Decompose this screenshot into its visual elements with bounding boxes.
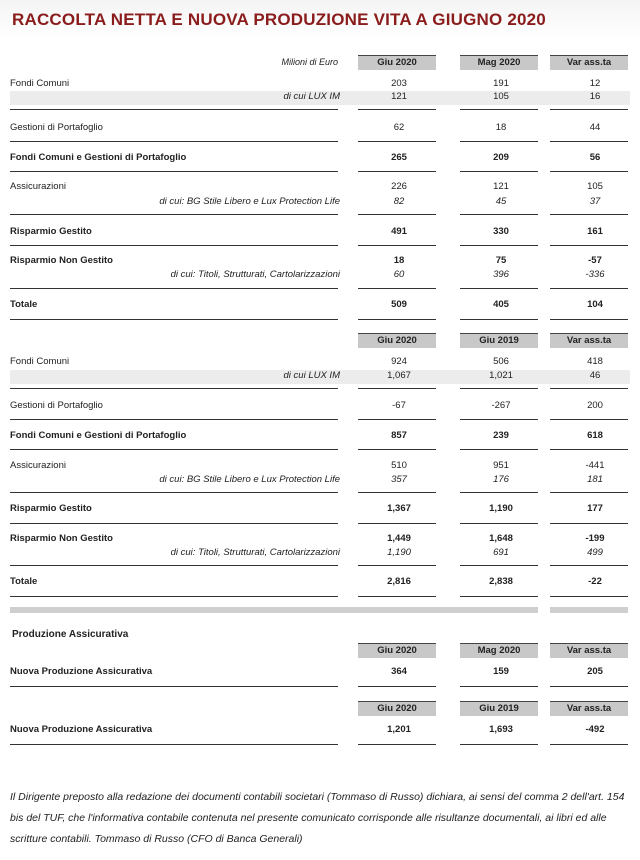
- table-row: [10, 78, 630, 92]
- col-header-3: Var ass.ta: [550, 643, 628, 658]
- row-divider: [358, 319, 436, 320]
- table-row: [10, 356, 630, 370]
- cell: 16: [589, 91, 601, 102]
- cell: 44: [589, 122, 601, 133]
- cell: 226: [391, 181, 407, 192]
- table-row: [10, 91, 630, 105]
- row-divider: [460, 492, 538, 493]
- cell: 1,367: [387, 503, 411, 514]
- row-divider: [460, 565, 538, 566]
- cell: 200: [587, 400, 603, 411]
- table-row: [10, 196, 630, 210]
- cell: 60: [393, 269, 405, 280]
- row-divider: [460, 744, 538, 745]
- cell: 105: [587, 181, 603, 192]
- cell: 951: [493, 460, 509, 471]
- cell: 405: [493, 299, 509, 310]
- row-divider: [550, 492, 628, 493]
- table-row: [10, 533, 630, 547]
- row-label: di cui LUX IM: [283, 91, 340, 102]
- cell: 46: [589, 370, 601, 381]
- table-row: [10, 269, 630, 283]
- section-separator: [550, 607, 628, 613]
- col-header-1: Giu 2020: [358, 333, 436, 348]
- cell: -267: [491, 400, 511, 411]
- row-divider: [460, 141, 538, 142]
- cell: 857: [391, 430, 407, 441]
- table-row: [10, 724, 630, 738]
- row-label: Fondi Comuni: [10, 78, 70, 89]
- row-divider: [10, 596, 338, 597]
- row-label: Risparmio Non Gestito: [10, 255, 113, 266]
- cell: 56: [589, 152, 601, 163]
- row-divider: [460, 523, 538, 524]
- row-label: Fondi Comuni e Gestioni di Portafoglio: [10, 430, 187, 441]
- row-divider: [460, 245, 538, 246]
- cell: 330: [493, 226, 509, 237]
- cell: 205: [587, 666, 603, 677]
- cell: 12: [589, 78, 601, 89]
- cell: 357: [391, 474, 407, 485]
- table-row: [10, 152, 630, 166]
- row-label: di cui: Titoli, Strutturati, Cartolarizzazioni: [170, 269, 340, 280]
- row-divider: [460, 449, 538, 450]
- cell: 75: [495, 255, 507, 266]
- col-header-1: Giu 2020: [358, 701, 436, 716]
- row-label: Risparmio Gestito: [10, 226, 92, 237]
- row-label: Gestioni di Portafoglio: [10, 122, 103, 133]
- cell: -492: [585, 724, 605, 735]
- row-divider: [460, 686, 538, 687]
- row-divider: [358, 141, 436, 142]
- cell: 121: [391, 91, 407, 102]
- cell: 2,838: [489, 576, 513, 587]
- table-row: [10, 547, 630, 561]
- row-label: Fondi Comuni: [10, 356, 70, 367]
- col-header-3: Var ass.ta: [550, 333, 628, 348]
- cell: 418: [587, 356, 603, 367]
- row-divider: [10, 288, 338, 289]
- col-header-1: Giu 2020: [358, 643, 436, 658]
- col-header-1: Giu 2020: [358, 55, 436, 70]
- row-divider: [10, 214, 338, 215]
- cell: 618: [587, 430, 603, 441]
- row-divider: [550, 419, 628, 420]
- row-divider: [10, 388, 338, 389]
- row-label: Assicurazioni: [10, 181, 66, 192]
- cell: 176: [493, 474, 509, 485]
- row-divider: [460, 288, 538, 289]
- table-row: [10, 474, 630, 488]
- row-divider: [10, 419, 338, 420]
- footer-disclaimer: Il Dirigente preposto alla redazione dei documenti contabili societari (Tommaso di Russo) dichiara, ai sensi del comma 2 dell'art. 154 bis del TUF, che l'informativa contabile contenuta nel presente comunicato corrisponde alle risultanze documentali, ai libri ed alle scritture contabili. Tommaso di Russo (CFO di Banca Generali): [10, 791, 625, 845]
- table-row: [10, 430, 630, 444]
- row-divider: [550, 565, 628, 566]
- cell: 181: [587, 474, 603, 485]
- cell: 18: [495, 122, 507, 133]
- row-divider: [358, 214, 436, 215]
- row-divider: [10, 141, 338, 142]
- row-label: di cui: Titoli, Strutturati, Cartolarizzazioni: [170, 547, 340, 558]
- row-divider: [460, 388, 538, 389]
- section-separator: [10, 607, 538, 613]
- cell: -57: [588, 255, 602, 266]
- table-row: [10, 666, 630, 680]
- row-divider: [550, 288, 628, 289]
- row-divider: [460, 596, 538, 597]
- row-divider: [460, 319, 538, 320]
- table-row: [10, 299, 630, 313]
- col-header-2: Mag 2020: [460, 55, 538, 70]
- cell: -22: [588, 576, 602, 587]
- row-divider: [10, 449, 338, 450]
- row-label: Gestioni di Portafoglio: [10, 400, 103, 411]
- cell: 506: [493, 356, 509, 367]
- table-row: [10, 370, 630, 384]
- row-divider: [10, 523, 338, 524]
- cell: 105: [493, 91, 509, 102]
- table-row: [10, 122, 630, 136]
- table-row: [10, 181, 630, 195]
- row-divider: [10, 109, 338, 110]
- table-row: [10, 460, 630, 474]
- cell: 18: [393, 255, 405, 266]
- row-label: Risparmio Non Gestito: [10, 533, 113, 544]
- cell: 82: [393, 196, 405, 207]
- row-divider: [10, 686, 338, 687]
- row-divider: [358, 245, 436, 246]
- row-label: Fondi Comuni e Gestioni di Portafoglio: [10, 152, 187, 163]
- row-label: Totale: [10, 299, 38, 310]
- row-divider: [10, 492, 338, 493]
- cell: 1,201: [387, 724, 411, 735]
- cell: 1,021: [489, 370, 513, 381]
- row-divider: [10, 319, 338, 320]
- table-row: [10, 400, 630, 414]
- cell: 499: [587, 547, 603, 558]
- cell: 510: [391, 460, 407, 471]
- row-divider: [358, 288, 436, 289]
- row-label: Nuova Produzione Assicurativa: [10, 724, 153, 735]
- cell: 1,190: [387, 547, 411, 558]
- unit-label: Milioni di Euro: [281, 57, 338, 67]
- row-divider: [460, 214, 538, 215]
- cell: -441: [585, 460, 605, 471]
- row-label: di cui: BG Stile Libero e Lux Protection Life: [159, 474, 340, 485]
- cell: 121: [493, 181, 509, 192]
- row-divider: [550, 109, 628, 110]
- row-divider: [550, 596, 628, 597]
- table-row: [10, 255, 630, 269]
- row-divider: [460, 419, 538, 420]
- col-header-3: Var ass.ta: [550, 55, 628, 70]
- cell: -199: [585, 533, 605, 544]
- cell: 45: [495, 196, 507, 207]
- cell: 191: [493, 78, 509, 89]
- cell: -336: [585, 269, 605, 280]
- cell: 161: [587, 226, 603, 237]
- cell: 491: [391, 226, 407, 237]
- row-divider: [358, 449, 436, 450]
- cell: 104: [587, 299, 603, 310]
- row-divider: [550, 388, 628, 389]
- col-header-3: Var ass.ta: [550, 701, 628, 716]
- cell: 924: [391, 356, 407, 367]
- cell: 209: [493, 152, 509, 163]
- cell: 62: [393, 122, 405, 133]
- row-divider: [358, 171, 436, 172]
- col-header-2: Giu 2019: [460, 333, 538, 348]
- row-divider: [550, 686, 628, 687]
- row-divider: [358, 596, 436, 597]
- row-divider: [550, 171, 628, 172]
- row-divider: [550, 449, 628, 450]
- page-title: RACCOLTA NETTA E NUOVA PRODUZIONE VITA A GIUGNO 2020: [12, 10, 546, 29]
- row-label: Totale: [10, 576, 38, 587]
- row-divider: [10, 171, 338, 172]
- row-divider: [358, 492, 436, 493]
- cell: 1,693: [489, 724, 513, 735]
- row-divider: [358, 744, 436, 745]
- cell: 203: [391, 78, 407, 89]
- row-divider: [10, 744, 338, 745]
- row-divider: [358, 523, 436, 524]
- cell: 37: [589, 196, 601, 207]
- cell: 159: [493, 666, 509, 677]
- cell: 396: [493, 269, 509, 280]
- row-divider: [550, 141, 628, 142]
- table-row: [10, 576, 630, 590]
- row-divider: [550, 245, 628, 246]
- table-row: [10, 226, 630, 240]
- row-divider: [550, 319, 628, 320]
- row-divider: [460, 171, 538, 172]
- cell: 1,449: [387, 533, 411, 544]
- row-divider: [358, 686, 436, 687]
- row-divider: [358, 419, 436, 420]
- row-divider: [358, 109, 436, 110]
- col-header-2: Mag 2020: [460, 643, 538, 658]
- row-divider: [550, 214, 628, 215]
- row-label: Nuova Produzione Assicurativa: [10, 666, 153, 677]
- row-label: di cui LUX IM: [283, 370, 340, 381]
- cell: 177: [587, 503, 603, 514]
- row-label: Risparmio Gestito: [10, 503, 92, 514]
- cell: 2,816: [387, 576, 411, 587]
- cell: 239: [493, 430, 509, 441]
- cell: -67: [392, 400, 406, 411]
- row-label: Assicurazioni: [10, 460, 66, 471]
- row-label: di cui: BG Stile Libero e Lux Protection Life: [159, 196, 340, 207]
- cell: 1,648: [489, 533, 513, 544]
- row-divider: [10, 565, 338, 566]
- row-divider: [358, 388, 436, 389]
- row-divider: [10, 245, 338, 246]
- row-divider: [358, 565, 436, 566]
- cell: 1,067: [387, 370, 411, 381]
- col-header-2: Giu 2019: [460, 701, 538, 716]
- row-divider: [550, 523, 628, 524]
- cell: 1,190: [489, 503, 513, 514]
- cell: 691: [493, 547, 509, 558]
- row-divider: [460, 109, 538, 110]
- section-title: Produzione Assicurativa: [12, 629, 129, 640]
- cell: 509: [391, 299, 407, 310]
- cell: 265: [391, 152, 407, 163]
- cell: 364: [391, 666, 407, 677]
- table-row: [10, 503, 630, 517]
- row-divider: [550, 744, 628, 745]
